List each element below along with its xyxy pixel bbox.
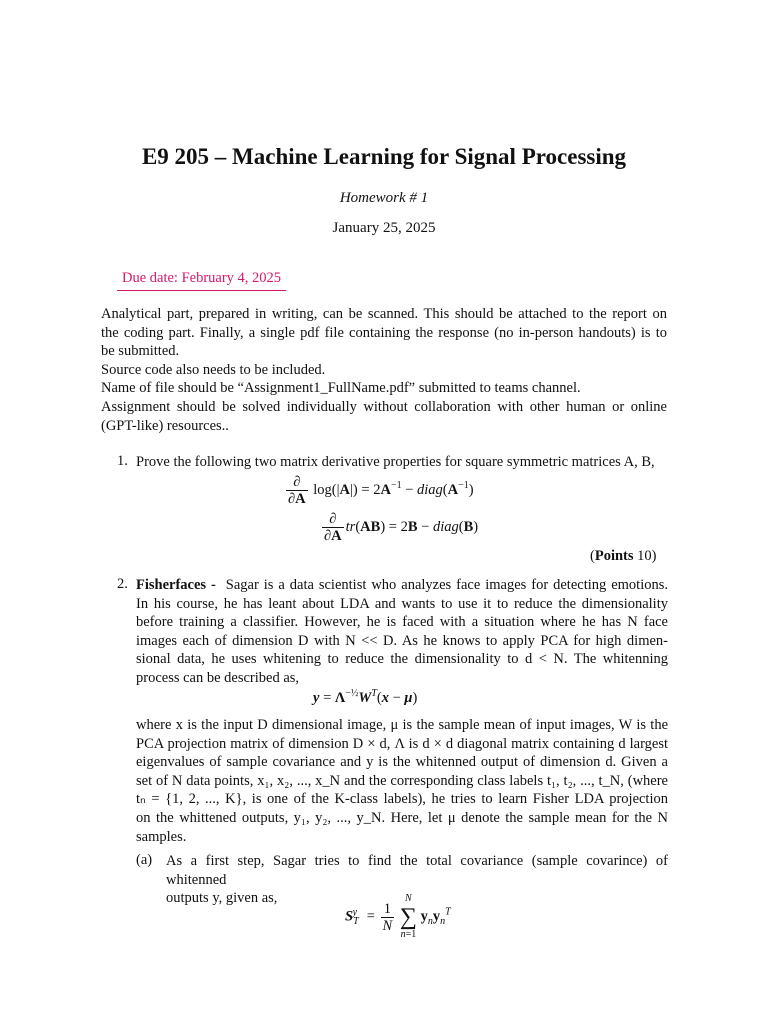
q2-line: In his course, he has leant about LDA and wants to use it to reduce the dimensionality (136, 595, 668, 612)
intro-line: Source code also needs to be included. (101, 361, 326, 378)
q2-line: before training a classifier. However, he is faced with a situation where he has N face (136, 614, 668, 631)
q2-after-line: set of N data points, x₁, x₂, ..., x_N and the corresponding class labels t₁, t₂, ..., t_N, (where (136, 772, 668, 789)
q2-line: images each of dimension D with N << D. As he knows to apply PCA for high dimen- (136, 632, 668, 649)
equation-total-covariance: $S_T^y$ = $\frac{1}{N}$ N ∑ n=1 $y_ny_n^T$ (345, 893, 451, 940)
q2-line: Sagar is a data scientist who analyzes face images for detecting emotions. (225, 577, 669, 593)
sub-a-line: As a first step, Sagar tries to find the total covariance (sample covarince) of whitenned (166, 853, 668, 888)
question-2-number: 2. (117, 576, 128, 592)
intro-line: Name of file should be “Assignment1_FullName.pdf” submitted to teams channel. (101, 380, 581, 397)
intro-line: Assignment should be solved individually without collaboration with other human or online (101, 398, 667, 415)
q2-after-line: PCA projection matrix of dimension D × d, Λ is d × d diagonal matrix containing d largest (136, 735, 668, 752)
question-1-text: Prove the following two matrix derivative properties for square symmetric matrices A, B, (136, 454, 655, 470)
intro-line: Analytical part, prepared in writing, can be scanned. This should be attached to the report on (101, 306, 667, 322)
question-1-number: 1. (117, 453, 128, 469)
document-date: January 25, 2025 (332, 220, 436, 236)
due-date-label: Due date: February 4, 2025 (117, 269, 286, 291)
equation-trace: $\frac{\partial}{\partial A}$ tr(AB) = 2B − diag(B) (324, 511, 479, 544)
q2-line: sional data, he uses whitening to reduce the dimensionality to d < N. The whitenning (136, 651, 668, 668)
intro-paragraph (101, 305, 667, 435)
intro-line: be submitted. (101, 343, 180, 360)
points-value: 10 (637, 548, 652, 564)
question-2-explanation (136, 716, 668, 846)
q2-after-line: eigenvalues of sample covariance and y is the whitenned output of dimension d. Given a (136, 754, 668, 771)
equation-whitening: $y = \Lambda^{-\frac{1}{2}}W^T(x - \mu)$ (313, 688, 418, 706)
subquestion-a-label: (a) (136, 852, 153, 868)
sub-a-line: outputs y, given as, (166, 890, 278, 907)
question-2-heading: Fisherfaces - (136, 577, 216, 593)
q2-line: process can be described as, (136, 669, 300, 686)
intro-line: (GPT-like) resources.. (101, 417, 229, 434)
intro-line: the coding part. Finally, a single pdf file containing the response (no in-person handouts) is to (101, 324, 667, 341)
question-2-body (136, 576, 668, 688)
equation-log-det: $\frac{\partial}{\partial A}$ $\log(|A|) = 2A^{-1}$ − $diag(A^{-1})$ (288, 474, 474, 507)
q2-after-line: tₙ = {1, 2, ..., K}, is one of the K-class labels), he tries to learn Fisher LDA projection (136, 791, 668, 808)
question-1-points: (Points 10) (590, 548, 657, 564)
document-title: E9 205 – Machine Learning for Signal Processing (141, 144, 627, 169)
q2-after-line: on the whittened outputs, y₁, y₂, ..., y_N. Here, let μ denote the sample mean for the N (136, 809, 668, 826)
q2-after-line: samples. (136, 828, 187, 845)
points-label: Points (594, 548, 634, 564)
q2-after-line: where x is the input D dimensional image, μ is the sample mean of input images, W is the (136, 717, 668, 733)
homework-subtitle: Homework # 1 (339, 190, 429, 206)
